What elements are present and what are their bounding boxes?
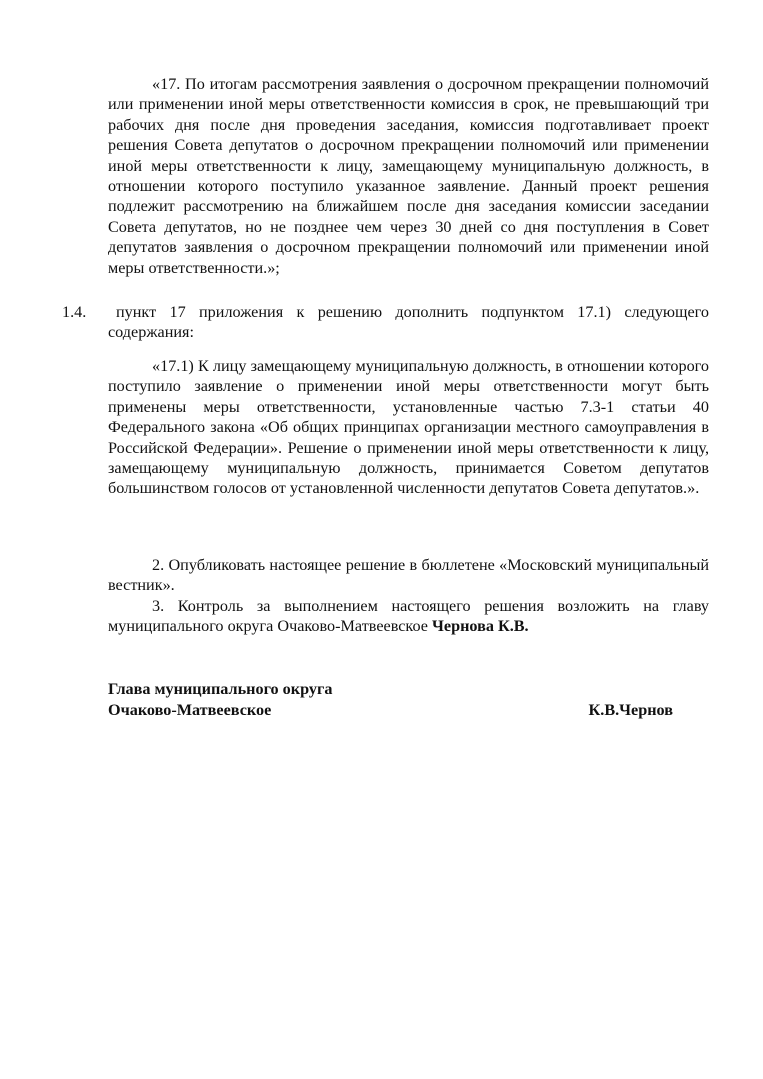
signature-name: К.В.Чернов xyxy=(588,701,673,719)
paragraph-17-1: «17.1) К лицу замещающему муниципальную должность, в отношении которого поступило заявление о применении иной меры ответственности могут быть применены меры ответственности, установленные частью 7.3-1 статьи 40 Федерального закона «Об общих принципах организации местного самоуправления в Российской Федерации». Решение о применении иной меры ответственности к лицу, замещающему муниципальную должность, принимается Советом депутатов большинством голосов от установленной численности депутатов Совета депутатов.». xyxy=(108,357,709,498)
paragraph-17: «17. По итогам рассмотрения заявления о досрочном прекращении полномочий или применении иной меры ответственности комиссия в срок, не превышающий три рабочих дня после дня проведения заседания, комиссия подготавливает проект решения Совета депутатов о досрочном прекращении полномочий или применении иной меры ответственности к лицу, замещающему муниципальную должность, в отношении которого поступило указанное заявление. Данный проект решения подлежит рассмотрению на ближайшем после дня заседания комиссии заседании Совета депутатов, но не позднее чем через 30 дней со дня поступления в Совет депутатов заявления о досрочном прекращении полномочий или применении иной меры ответственности.»; xyxy=(108,75,709,277)
signature-title-line2: Очаково-Матвеевское xyxy=(108,701,272,719)
item-2: 2. Опубликовать настоящее решение в бюллетене «Московский муниципальный вестник». xyxy=(108,556,709,595)
item-1-4-number: 1.4. xyxy=(62,303,87,321)
item-3-bold-name: Чернова К.В. xyxy=(432,617,529,636)
item-3-text: 3. Контроль за выполнением настоящего решения возложить на главу муниципального округа Очаково-Матвеевское xyxy=(108,597,709,636)
item-3 xyxy=(108,596,709,637)
signature-title-line1: Глава муниципального округа xyxy=(108,680,333,698)
item-1-4-text: пункт 17 приложения к решению дополнить подпунктом 17.1) следующего содержания: xyxy=(108,303,709,342)
signature-block xyxy=(108,679,673,721)
item-1-4 xyxy=(62,302,709,343)
signature-row xyxy=(108,700,673,721)
